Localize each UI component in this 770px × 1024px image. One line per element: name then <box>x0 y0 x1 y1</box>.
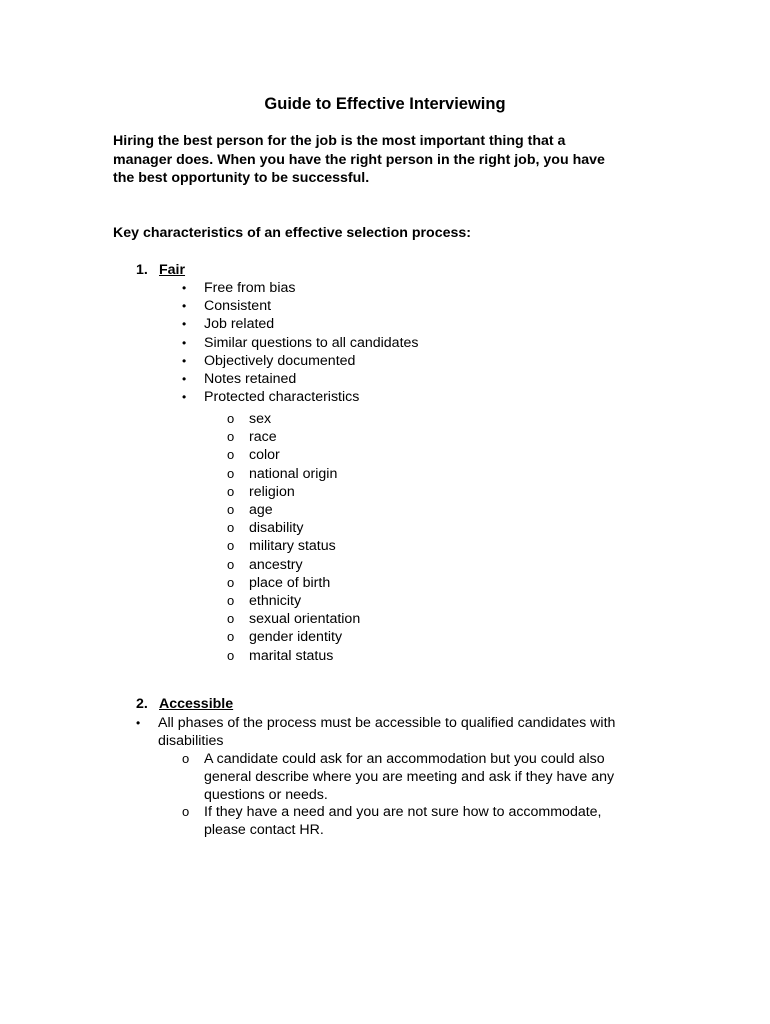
list-item-text: age <box>249 502 273 519</box>
text-line: All phases of the process must be accessible to qualified candidates with <box>158 715 616 731</box>
list-item <box>227 556 360 574</box>
circle-bullet-icon: o <box>227 611 235 627</box>
circle-bullet-icon: o <box>227 647 235 663</box>
circle-bullet-icon: o <box>227 574 235 590</box>
list-item <box>227 628 360 646</box>
list-item-text: Job related <box>204 316 275 333</box>
intro-line: the best opportunity to be successful. <box>113 170 370 187</box>
list-item-text: Consistent <box>204 298 272 315</box>
section-label: Accessible <box>159 696 234 712</box>
circle-bullet-icon: o <box>227 502 235 518</box>
list-item <box>227 428 360 446</box>
list-item <box>227 465 360 483</box>
list-item <box>227 446 360 464</box>
fair-criteria-list <box>182 279 419 406</box>
list-item <box>182 297 419 315</box>
bullet-icon: • <box>182 317 187 332</box>
circle-bullet-icon: o <box>227 538 235 554</box>
list-item <box>182 334 419 352</box>
circle-bullet-icon: o <box>182 804 190 819</box>
intro-line: Hiring the best person for the job is the most important thing that a <box>113 133 566 149</box>
bullet-icon: • <box>182 372 187 387</box>
text-line: general describe where you are meeting and ask if they have any <box>204 769 615 785</box>
text-line: questions or needs. <box>204 787 328 803</box>
circle-bullet-icon: o <box>227 483 235 499</box>
bullet-icon: • <box>182 353 187 368</box>
list-item-text: Similar questions to all candidates <box>204 334 419 351</box>
bullet-icon: • <box>182 299 187 314</box>
list-item-text: military status <box>249 538 336 555</box>
accessible-sub-item <box>182 750 614 804</box>
circle-bullet-icon: o <box>227 520 235 536</box>
list-item-text: Objectively documented <box>204 352 356 369</box>
list-item <box>227 519 360 537</box>
list-item-text: religion <box>249 483 295 500</box>
list-item-text: sexual orientation <box>249 611 361 628</box>
list-item <box>227 501 360 519</box>
intro-line: manager does. When you have the right person in the right job, you have <box>113 151 605 168</box>
list-item-text: color <box>249 447 280 464</box>
list-item-text: Free from bias <box>204 280 296 296</box>
list-item-text: gender identity <box>249 629 343 646</box>
list-item-text: Protected characteristics <box>204 389 360 406</box>
circle-bullet-icon: o <box>227 429 235 445</box>
list-item <box>182 388 419 406</box>
circle-bullet-icon: o <box>182 751 190 766</box>
bullet-icon: • <box>182 335 187 350</box>
circle-bullet-icon: o <box>227 556 235 572</box>
section-number: 2. <box>136 696 148 712</box>
list-item <box>227 537 360 555</box>
text-line: please contact HR. <box>204 822 324 838</box>
protected-characteristics-list <box>227 410 360 665</box>
bullet-icon: • <box>182 390 187 405</box>
list-item-text <box>204 803 602 839</box>
list-item <box>227 610 360 628</box>
document-title: Guide to Effective Interviewing <box>264 95 506 113</box>
list-item-text: Notes retained <box>204 371 297 388</box>
list-item <box>227 592 360 610</box>
key-characteristics-heading: Key characteristics of an effective selection process: <box>113 225 471 241</box>
section-number: 1. <box>136 262 148 278</box>
list-item-text: ancestry <box>249 556 303 573</box>
circle-bullet-icon: o <box>227 629 235 645</box>
bullet-icon: • <box>136 716 141 730</box>
list-item <box>182 279 419 297</box>
list-item <box>182 352 419 370</box>
bullet-icon: • <box>182 281 187 295</box>
text-line: disabilities <box>158 733 224 749</box>
circle-bullet-icon: o <box>227 447 235 463</box>
section-label: Fair <box>159 262 186 278</box>
list-item-text <box>204 750 614 804</box>
list-item-text: sex <box>249 411 272 427</box>
list-item-text: race <box>249 429 277 446</box>
list-item-text: disability <box>249 520 304 537</box>
list-item <box>182 315 419 333</box>
list-item-text: place of birth <box>249 574 331 591</box>
intro-paragraph <box>113 132 673 188</box>
list-item <box>182 370 419 388</box>
text-line: A candidate could ask for an accommodation but you could also <box>204 751 605 767</box>
list-item-text <box>158 714 615 750</box>
list-item <box>227 574 360 592</box>
circle-bullet-icon: o <box>227 411 235 426</box>
text-line: If they have a need and you are not sure how to accommodate, <box>204 804 602 820</box>
list-item <box>227 483 360 501</box>
circle-bullet-icon: o <box>227 593 235 609</box>
list-item-text: marital status <box>249 647 334 664</box>
list-item <box>227 647 360 665</box>
circle-bullet-icon: o <box>227 465 235 481</box>
accessible-bullet-item <box>136 714 615 750</box>
list-item-text: national origin <box>249 465 338 482</box>
list-item-text: ethnicity <box>249 593 302 610</box>
accessible-sub-item <box>182 803 602 839</box>
list-item <box>227 410 360 428</box>
